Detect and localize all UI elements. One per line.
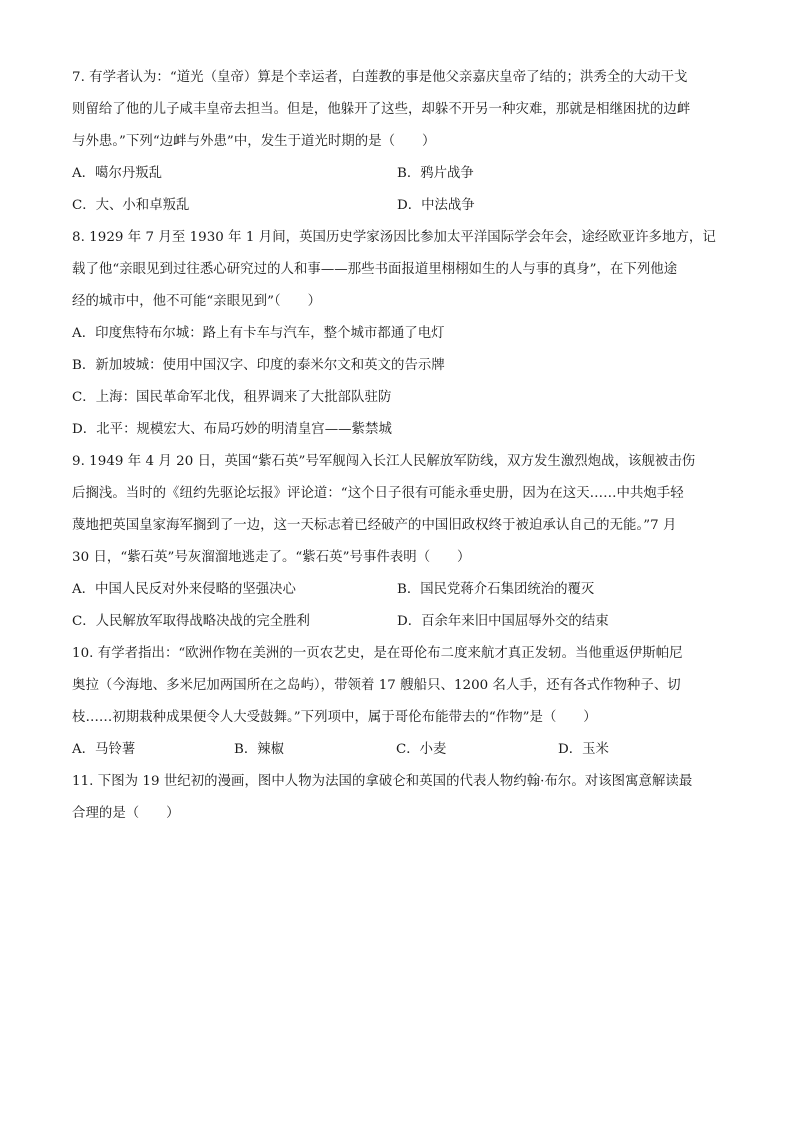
option-b: B．辣椒 <box>234 742 285 757</box>
question-stem-line: 蔑地把英国皇家海军搁到了一边，这一天标志着已经破产的中国旧政权终于被迫承认自己的无能。”7 月 <box>72 518 677 533</box>
question-10 <box>72 638 722 766</box>
option-c: C．上海：国民革命军北伐，租界调来了大批部队驻防 <box>72 390 392 405</box>
option-a: A．印度焦特布尔城：路上有卡车与汽车，整个城市都通了电灯 <box>72 326 445 341</box>
question-stem-line: 载了他“亲眼见到过往悉心研究过的人和事——那些书面报道里栩栩如生的人与事的真身”，在下列他途 <box>72 262 678 277</box>
option-c: C．小麦 <box>396 742 447 757</box>
question-stem-line: 枝……初期栽种成果便令人大受鼓舞。”下列项中，属于哥伦布能带去的“作物”是（ ） <box>72 710 597 725</box>
question-11 <box>72 766 722 830</box>
option-a: A．噶尔丹叛乱 <box>72 166 163 181</box>
question-9 <box>72 446 722 638</box>
option-b: B．鸦片战争 <box>397 166 474 181</box>
question-stem-line: 则留给了他的儿子咸丰皇帝去担当。但是，他躲开了这些，却躲不开另一种灾难，那就是相继困扰的边衅 <box>72 102 691 117</box>
question-7 <box>72 62 722 222</box>
option-row <box>72 158 722 190</box>
question-stem-line: 与外患。”下列“边衅与外患”中，发生于道光时期的是（ ） <box>72 134 436 149</box>
option-row <box>72 734 722 766</box>
question-stem-line: 30 日，“紫石英”号灰溜溜地逃走了。“紫石英”号事件表明（ ） <box>72 550 471 565</box>
question-stem-line: 7. 有学者认为：“道光（皇帝）算是个幸运者，白莲教的事是他父亲嘉庆皇帝了结的；洪秀全的大动干戈 <box>72 70 688 85</box>
option-d: D．百余年来旧中国屈辱外交的结束 <box>397 614 609 629</box>
option-a: A．中国人民反对外来侵略的坚强决心 <box>72 582 296 597</box>
question-stem-line: 经的城市中，他不可能“亲眼见到”（ ） <box>72 294 322 309</box>
option-row <box>72 190 722 222</box>
option-d: D．中法战争 <box>397 198 475 213</box>
question-stem-line: 9. 1949 年 4 月 20 日，英国“紫石英”号军舰闯入长江人民解放军防线，双方发生激烈炮战，该舰被击伤 <box>72 454 696 469</box>
exam-page <box>72 62 722 830</box>
option-c: C．人民解放军取得战略决战的完全胜利 <box>72 614 310 629</box>
option-b: B．新加坡城：使用中国汉字、印度的泰米尔文和英文的告示牌 <box>72 358 445 373</box>
question-8 <box>72 222 722 446</box>
question-stem-line: 10. 有学者指出：“欧洲作物在美洲的一页农艺史，是在哥伦布二度来航才真正发轫。当他重返伊斯帕尼 <box>72 646 683 661</box>
option-c: C．大、小和卓叛乱 <box>72 198 190 213</box>
option-b: B．国民党蒋介石集团统治的覆灭 <box>397 582 595 597</box>
option-row <box>72 606 722 638</box>
question-stem-line: 8. 1929 年 7 月至 1930 年 1 月间，英国历史学家汤因比参加太平洋国际学会年会，途经欧亚许多地方，记 <box>72 230 716 245</box>
option-d: D．玉米 <box>558 742 609 757</box>
option-a: A．马铃薯 <box>72 742 136 757</box>
question-stem-line: 后搁浅。当时的《纽约先驱论坛报》评论道：“这个日子很有可能永垂史册，因为在这天……中共炮手轻 <box>72 486 684 501</box>
question-stem-line: 11. 下图为 19 世纪初的漫画，图中人物为法国的拿破仑和英国的代表人物约翰·布尔。对该图寓意解读最 <box>72 774 693 789</box>
question-stem-line: 合理的是（ ） <box>72 806 180 821</box>
question-stem-line: 奥拉（今海地、多米尼加两国所在之岛屿），带领着 17 艘船只、1200 名人手，还有各式作物种子、切 <box>72 678 681 693</box>
option-row <box>72 574 722 606</box>
option-d: D．北平：规模宏大、布局巧妙的明清皇宫——紫禁城 <box>72 422 392 437</box>
